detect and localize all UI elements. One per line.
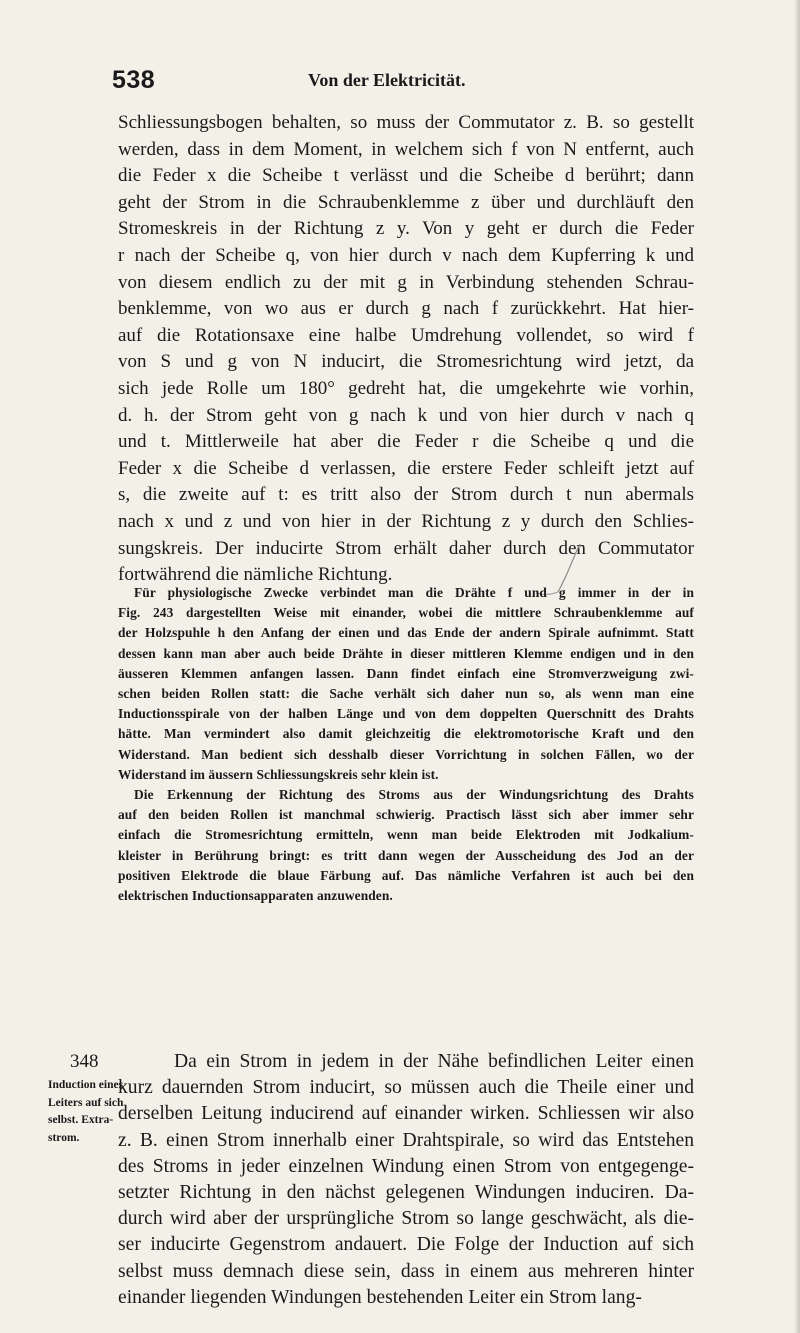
text-line: d. h. der Strom geht von g nach k und von hier durch v nach q	[118, 404, 694, 426]
text-line: geht der Strom in die Schraubenklemme z über und durchläuft den	[118, 191, 694, 213]
section-line: kurz dauernden Strom inducirt, so müssen auch die Theile einer und	[118, 1077, 694, 1099]
page-number: 538	[112, 66, 156, 94]
text-line: fortwährend die nämliche Richtung.	[118, 564, 393, 586]
text-line: die Feder x die Scheibe t verlässt und die Scheibe d berührt; dann	[118, 165, 694, 187]
section-line: durch wird aber der ursprüngliche Strom so lange geschwächt, als die-	[118, 1208, 694, 1230]
text-line: benklemme, von wo aus er durch g nach f zurückkehrt. Hat hier-	[118, 298, 694, 320]
running-head: Von der Elektricität.	[308, 70, 466, 90]
text-line: Stromeskreis in der Richtung z y. Von y geht er durch die Feder	[118, 218, 694, 240]
text-line: sich jede Rolle um 180° gedreht hat, die umgekehrte wie vorhin,	[118, 377, 694, 399]
section-line: einander liegenden Windungen bestehenden Leiter ein Strom lang-	[118, 1286, 642, 1308]
text-line: auf die Rotationsaxe eine halbe Umdrehung vollendet, so wird f	[118, 324, 694, 346]
note-line: kleister in Berührung bringt: es tritt dann wegen der Ausscheidung des Jod an der	[118, 847, 694, 863]
note-line: dessen kann man aber auch beide Drähte in dieser mittleren Klemme endigen und in den	[118, 645, 694, 661]
note-line: Fig. 243 dargestellten Weise mit einander, wobei die mittlere Schraubenklemme auf	[118, 605, 694, 621]
margin-note-line: Leiters auf sich	[48, 1096, 124, 1109]
page-header	[112, 66, 712, 106]
note-line: hätte. Man vermindert also damit gleichzeitig die elektromotorische Kraft und den	[118, 726, 694, 742]
page-edge-shadow	[794, 0, 800, 1333]
text-line: Feder x die Scheibe d verlassen, die erstere Feder schleift jetzt auf	[118, 457, 694, 479]
section-line: derselben Leitung inducirend auf einander wirken. Schliessen wir also	[118, 1103, 694, 1125]
note-line: Inductionsspirale von der halben Länge und von dem doppelten Querschnitt des Drahts	[118, 706, 694, 722]
note-line: schen beiden Rollen statt: die Sache verhält sich daher nun so, als wenn man eine	[118, 686, 694, 702]
note-line: einfach die Stromesrichtung ermitteln, wenn man beide Elektroden mit Jodkalium-	[118, 827, 694, 843]
note-line: äusseren Klemmen anfangen lassen. Dann findet einfach eine Stromverzweigung zwi-	[118, 665, 694, 681]
section-number: 348	[70, 1051, 99, 1072]
note-line: Für physiologische Zwecke verbindet man die Drähte f und g immer in der in	[134, 585, 694, 600]
text-line: werden, dass in dem Moment, in welchem sich f von N entfernt, auch	[118, 138, 694, 160]
main-paragraph	[118, 110, 694, 589]
text-line: von diesem endlich zu der mit g in Verbindung stehenden Schrau-	[118, 271, 694, 293]
note-line: Die Erkennung der Richtung des Stroms aus der Windungsrichtung des Drahts	[134, 787, 694, 803]
text-line: s, die zweite auf t: es tritt also der Strom durch t nun abermals	[118, 484, 694, 506]
text-line: Schliessungsbogen behalten, so muss der Commutator z. B. so gestellt	[118, 112, 694, 133]
note-line: positiven Elektrode die blaue Färbung auf. Das nämliche Verfahren ist auch bei den	[118, 867, 694, 883]
margin-note-line: strom.	[48, 1131, 80, 1144]
small-print-note	[118, 583, 694, 906]
margin-note	[48, 1077, 123, 1147]
section-paragraph	[118, 1049, 694, 1311]
section-line: selbst muss demnach diese sein, dass in einem aus mehreren hinter	[118, 1260, 694, 1282]
text-line: von S und g von N inducirt, die Stromesrichtung wird jetzt, da	[118, 351, 694, 373]
section-line: ser inducirte Gegenstrom andauert. Die Folge der Induction auf sich	[118, 1234, 694, 1256]
text-line: r nach der Scheibe q, von hier durch v nach dem Kupferring k und	[118, 244, 694, 266]
note-line: elektrischen Inductionsapparaten anzuwenden.	[118, 888, 393, 904]
section-line: z. B. einen Strom innerhalb einer Drahtspirale, so wird das Entstehen	[118, 1129, 694, 1151]
note-line: Widerstand. Man bedient sich desshalb dieser Vorrichtung in solchen Fällen, wo der	[118, 746, 694, 762]
text-line: sungskreis. Der inducirte Strom erhält daher durch den Commutator	[118, 537, 694, 559]
note-line: auf den beiden Rollen ist manchmal schwierig. Practisch lässt sich aber immer sehr	[118, 807, 694, 823]
margin-note-line: selbst. Extra-	[48, 1114, 114, 1126]
text-line: nach x und z und von hier in der Richtung z y durch den Schlies-	[118, 510, 694, 532]
section-line: des Stroms in jeder einzelnen Windung einen Strom von entgegenge-	[118, 1155, 694, 1177]
margin-note-line: Induction eines	[48, 1079, 124, 1091]
section-line: Da ein Strom in jedem in der Nähe befindlichen Leiter einen	[174, 1051, 694, 1072]
text-line: und t. Mittlerweile hat aber die Feder r die Scheibe q und die	[118, 431, 694, 453]
note-line: Widerstand im äussern Schliessungskreis sehr klein ist.	[118, 766, 439, 782]
section-line: setzter Richtung in den nächst gelegenen Windungen induciren. Da-	[118, 1182, 694, 1204]
note-line: der Holzspuhle h den Anfang der einen und das Ende der andern Spirale aufnimmt. Statt	[118, 625, 694, 641]
